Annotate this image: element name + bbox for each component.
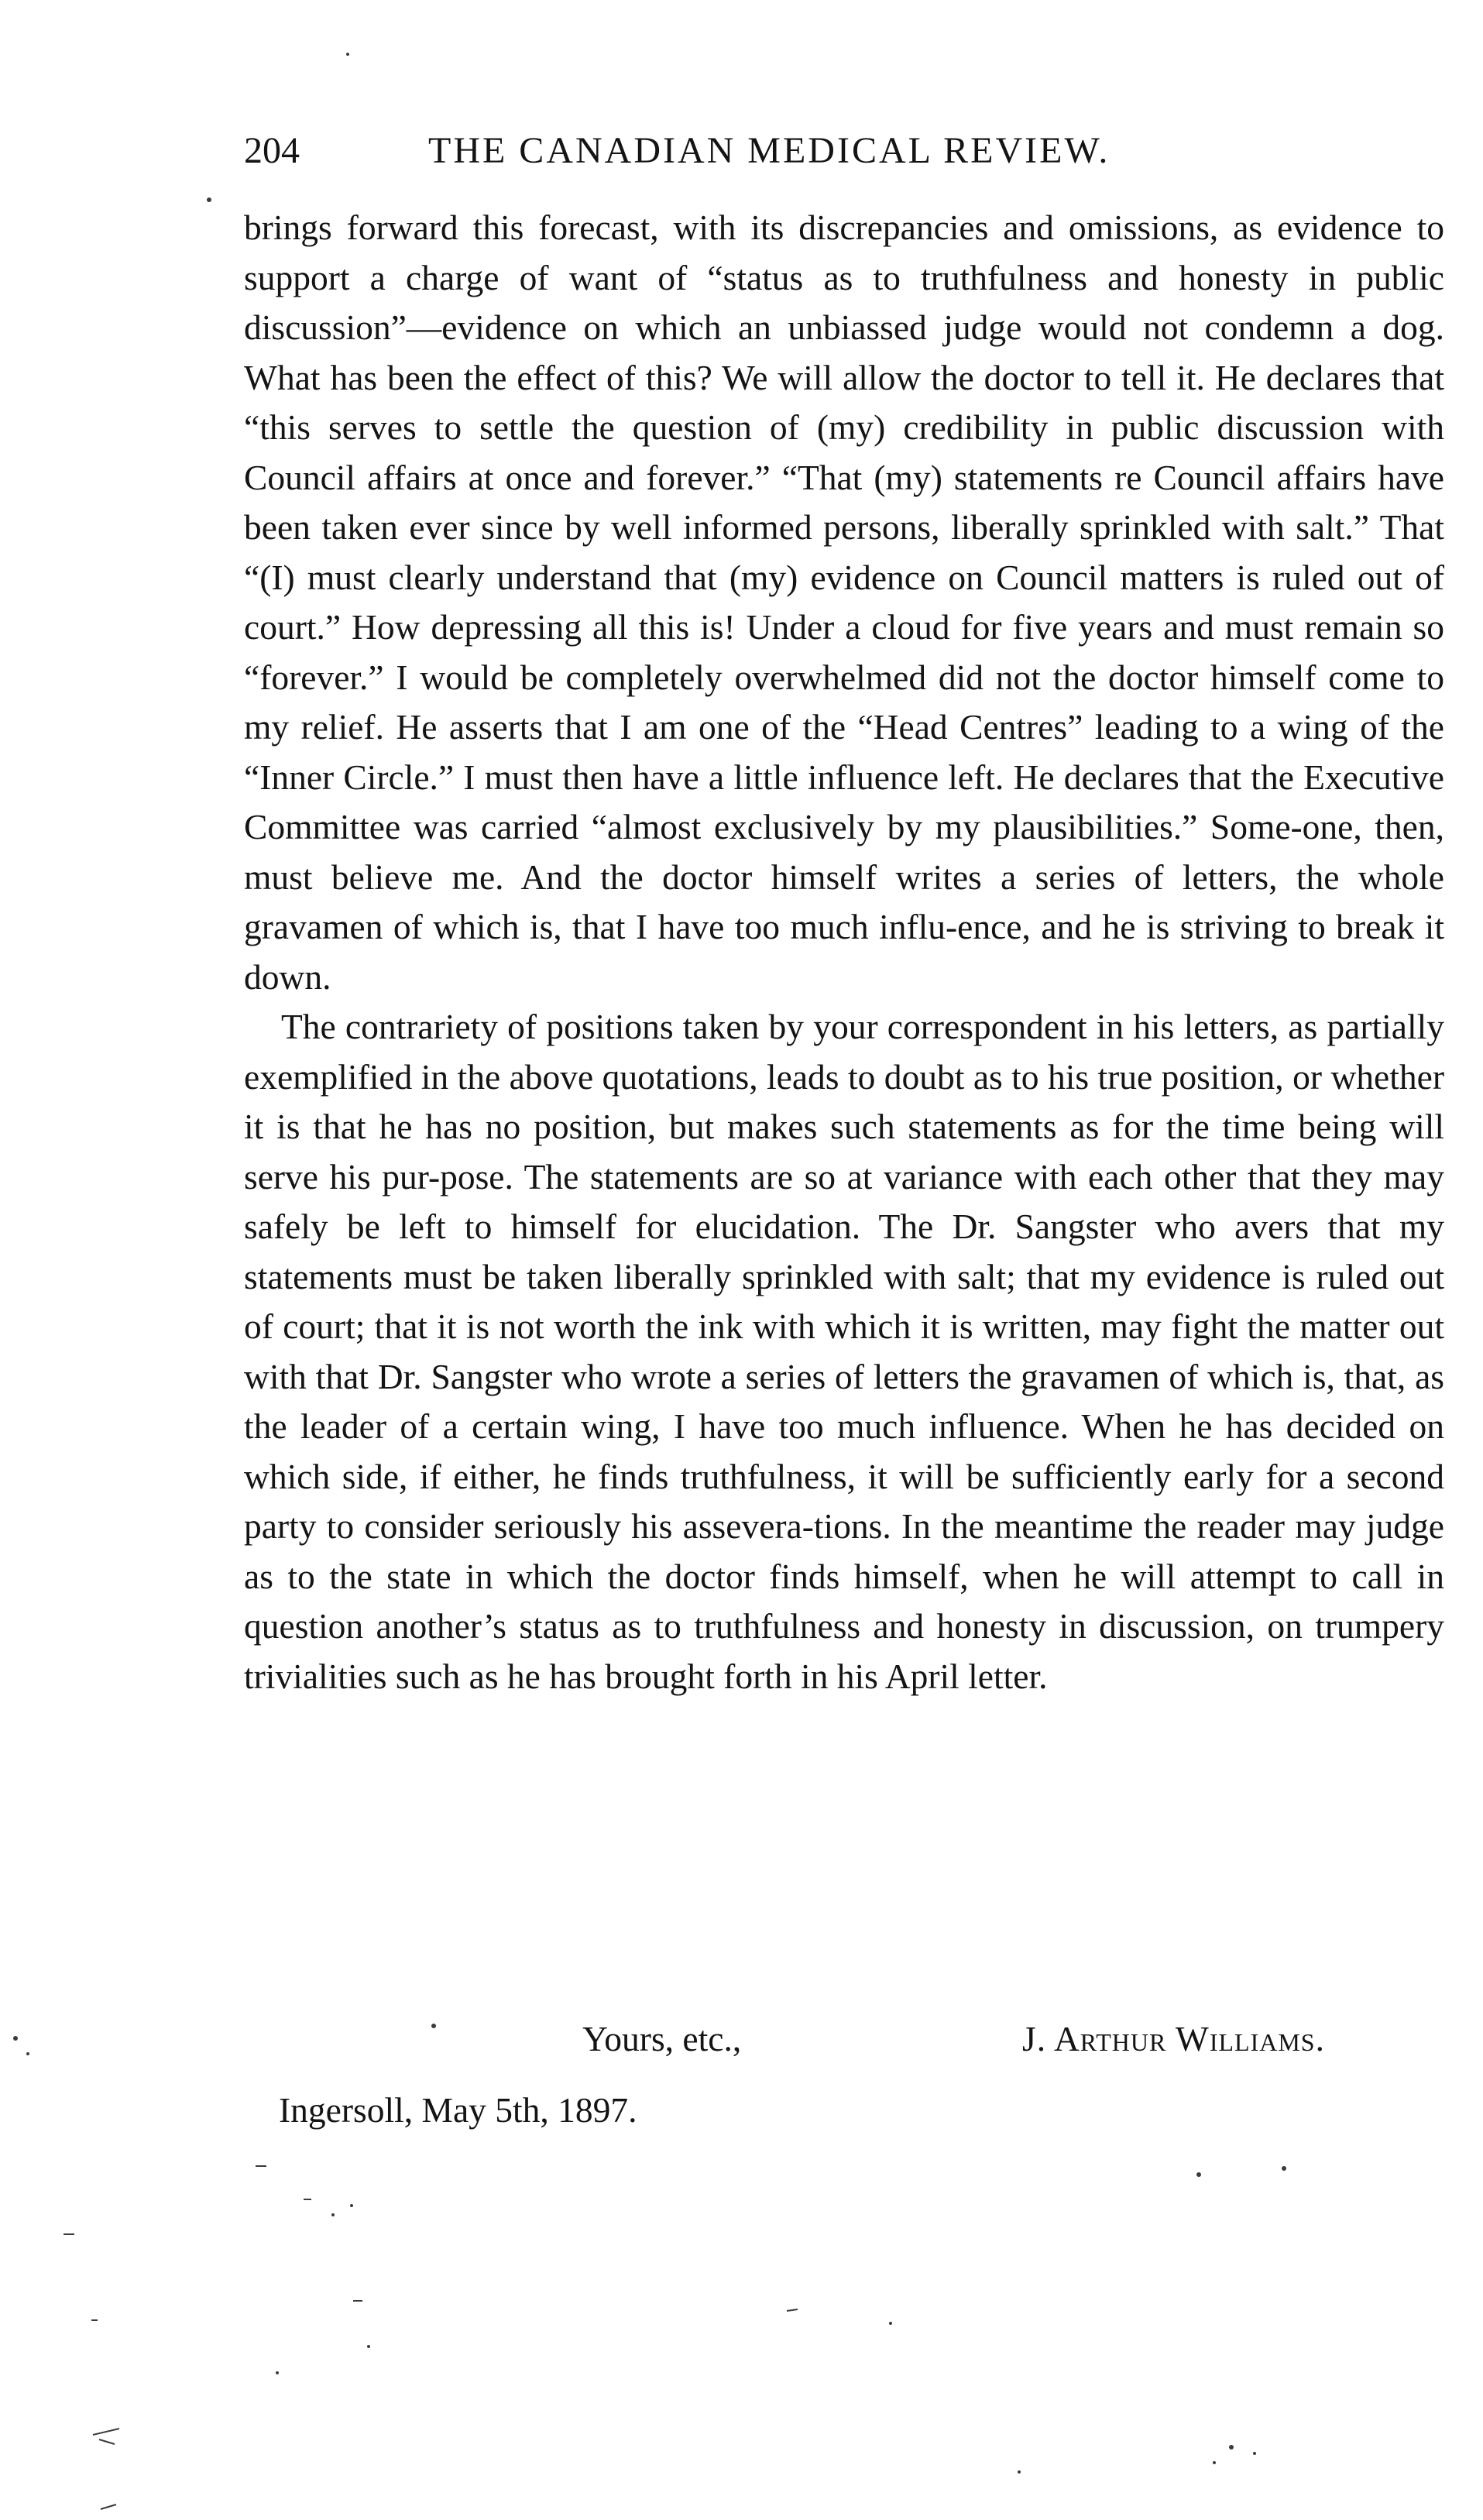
speck [13, 2036, 18, 2041]
speck [276, 2371, 279, 2374]
speck [1282, 2166, 1286, 2171]
speck [1229, 2445, 1234, 2450]
speck [1213, 2461, 1216, 2464]
speck-mark [787, 2309, 798, 2311]
speck [346, 53, 349, 56]
paragraph-1: brings forward this forecast, with its discrepancies and omissions, as evidence to support a charge of want of “status as to truthfulness and honesty in public discussion”—evidence on which an unbiassed judge would not condemn a dog. What has been the effect of this? We will allow the doctor to tell it. He declares that “this serves to settle the question of (my) credibility in public discussion with Council affairs at once and forever.” “That (my) statements re Council affairs have been taken ever since by well informed persons, liberally sprinkled with salt.” That “(I) must clearly understand that (my) evidence on Council matters is ruled out of court.” How depressing all this is! Under a cloud for five years and must remain so “forever.” I would be completely overwhelmed did not the doctor himself come to my relief. He asserts that I am one of the “Head Centres” leading to a wing of the “Inner Circle.” I must then have a little influence left. He declares that the Executive Committee was carried “almost exclusively by my plausibilities.” Some-one, then, must believe me. And the doctor himself writes a series of letters, the whole gravamen of which is, that I have too much influ-ence, and he is striving to break it down. [244, 208, 1444, 997]
speck [26, 2052, 29, 2055]
letter-body [244, 203, 1444, 1701]
paragraph-2: The contrariety of positions taken by your correspondent in his letters, as partially exemplified in the above quotations, leads to doubt as to his true position, or whether it is that he has no position, but makes such statements as for the time being will serve his pur-pose. The statements are so at variance with each other that they may safely be left to himself for elucidation. The Dr. Sangster who avers that my statements must be taken liberally sprinkled with salt; that my evidence is ruled out of court; that it is not worth the ink with which it is written, may fight the matter out with that Dr. Sangster who wrote a series of letters the gravamen of which is, that, as the leader of a certain wing, I have too much influence. When he has decided on which side, if either, he finds truthfulness, it will be sufficiently early for a second party to consider seriously his assevera-tions. In the meantime the reader may judge as to the state in which the doctor finds himself, when he will attempt to call in question another’s status as to truthfulness and honesty in discussion, on trumpery trivialities such as he has brought forth in his April letter. [244, 1007, 1444, 1696]
speck [889, 2322, 892, 2325]
sign-off [244, 2012, 1444, 2066]
speck [350, 2204, 353, 2207]
speck-mark [101, 2505, 116, 2509]
page-number: 204 [244, 130, 300, 171]
author-signature: J. Arthur Williams. [1022, 2019, 1325, 2058]
speck [1253, 2452, 1256, 2455]
closing-salutation: Yours, etc., [582, 2019, 742, 2058]
dateline: Ingersoll, May 5th, 1897. [279, 2090, 637, 2130]
speck [207, 197, 211, 202]
speck-mark [99, 2439, 115, 2444]
journal-title: THE CANADIAN MEDICAL REVIEW. [428, 130, 1111, 171]
speck [367, 2345, 370, 2348]
speck-mark [93, 2429, 119, 2435]
running-header [244, 124, 1475, 178]
speck [331, 2213, 335, 2216]
speck [1196, 2172, 1201, 2177]
speck [1018, 2470, 1021, 2474]
